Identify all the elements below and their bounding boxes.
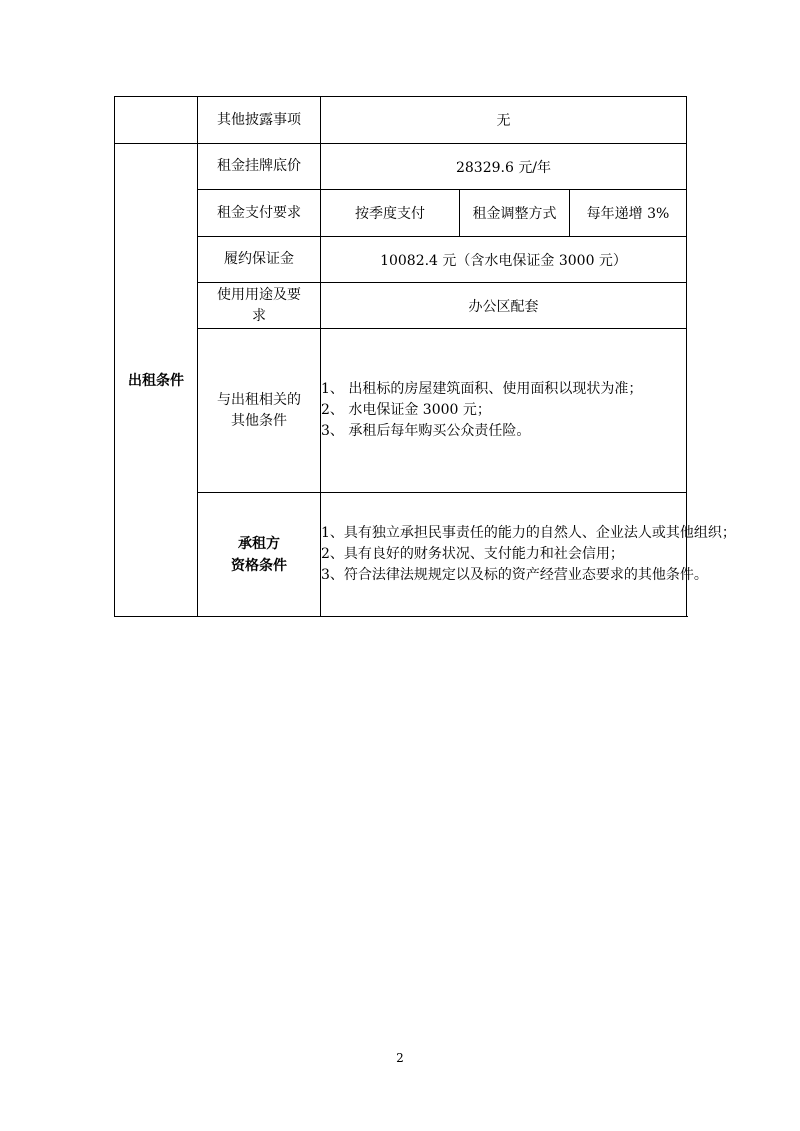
deposit-label: 履约保证金 bbox=[198, 237, 321, 283]
rent-base-price-value: 28329.6 元/年 bbox=[321, 144, 687, 190]
lessee-label-line1: 承租方 bbox=[238, 535, 280, 552]
row-other-conditions bbox=[115, 329, 687, 493]
other-disclosure-value: 无 bbox=[321, 97, 687, 144]
row-lessee-qualification bbox=[115, 493, 687, 617]
page-number: 2 bbox=[396, 1051, 404, 1065]
empty-section-cell bbox=[115, 97, 198, 144]
list-item: 2、具有良好的财务状况、支付能力和社会信用； bbox=[321, 546, 624, 562]
rental-conditions-section-label: 出租条件 bbox=[115, 144, 198, 617]
lessee-qualification-label bbox=[198, 493, 321, 617]
usage-label-line2: 求 bbox=[252, 307, 266, 324]
rent-base-price-label: 租金挂牌底价 bbox=[198, 144, 321, 190]
row-other-disclosure bbox=[115, 97, 687, 144]
row-deposit bbox=[115, 237, 687, 283]
other-conditions-label-line2: 其他条件 bbox=[231, 412, 287, 429]
other-conditions-list bbox=[321, 329, 687, 493]
other-disclosure-label: 其他披露事项 bbox=[198, 97, 321, 144]
rent-payment-label: 租金支付要求 bbox=[198, 190, 321, 237]
list-item: 1、具有独立承担民事责任的能力的自然人、企业法人或其他组织； bbox=[321, 525, 736, 541]
list-item: 2、 水电保证金 3000 元； bbox=[321, 402, 491, 418]
row-rent-payment bbox=[115, 190, 687, 237]
rent-payment-value: 按季度支付 bbox=[321, 190, 460, 237]
list-item: 3、符合法律法规规定以及标的资产经营业态要求的其他条件。 bbox=[321, 567, 708, 583]
row-rent-base-price bbox=[115, 144, 687, 190]
other-conditions-label bbox=[198, 329, 321, 493]
other-conditions-label-line1: 与出租相关的 bbox=[217, 391, 301, 408]
deposit-value: 10082.4 元（含水电保证金 3000 元） bbox=[321, 237, 687, 283]
lessee-label-line2: 资格条件 bbox=[231, 557, 287, 574]
usage-value: 办公区配套 bbox=[321, 283, 687, 329]
rent-adjust-value: 每年递增 3% bbox=[570, 190, 687, 237]
list-item: 1、 出租标的房屋建筑面积、使用面积以现状为准； bbox=[321, 381, 643, 397]
lease-conditions-table bbox=[114, 96, 736, 617]
list-item: 3、 承租后每年购买公众责任险。 bbox=[321, 423, 531, 439]
lessee-qualification-list bbox=[321, 493, 736, 617]
row-usage bbox=[115, 283, 687, 329]
usage-label bbox=[198, 283, 321, 329]
rent-adjust-label: 租金调整方式 bbox=[460, 190, 570, 237]
usage-label-line1: 使用用途及要 bbox=[217, 286, 301, 303]
